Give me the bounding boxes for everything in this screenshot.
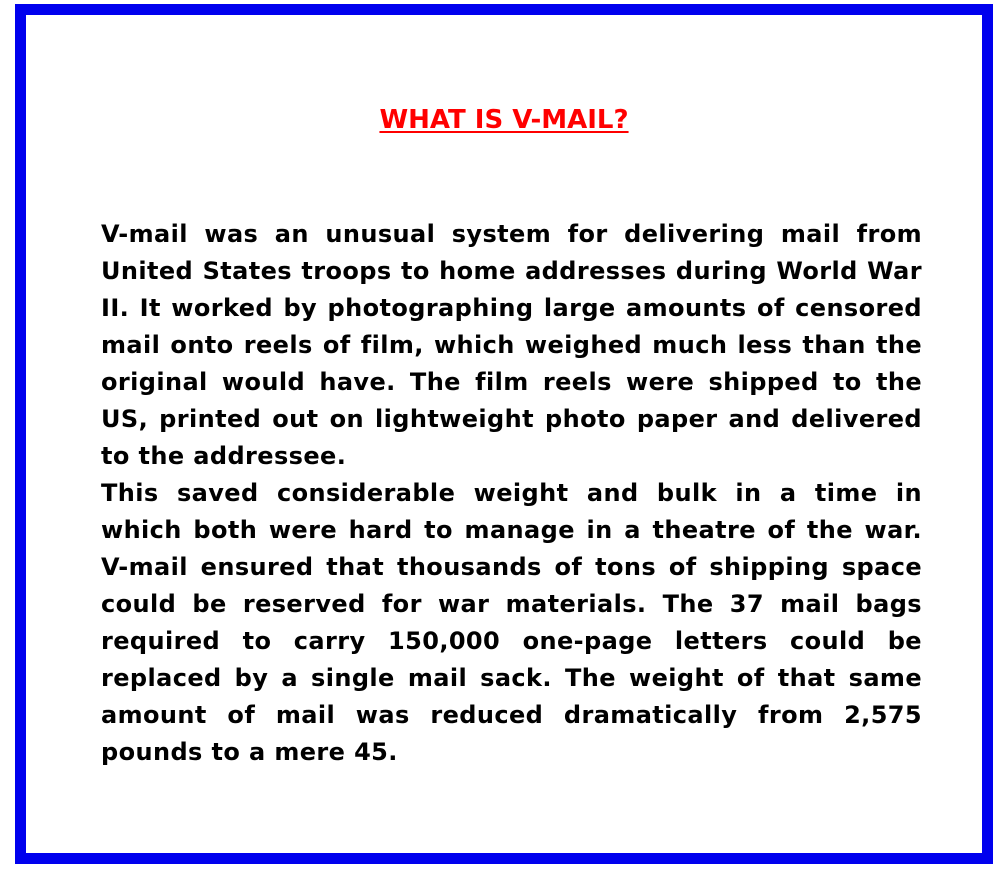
paragraph-intro: V-mail was an unusual system for delivering mail from United States troops to home addresses during World War II. It worked by photographing large amounts of censored mail onto reels of film, which weighed much less than the original would have. The film reels were shipped to the US, printed out on lightweight photo paper and delivered to the addressee. (101, 220, 922, 470)
document-frame (15, 4, 993, 864)
document-title: WHAT IS V-MAIL? (379, 105, 629, 135)
paragraph-benefits: This saved considerable weight and bulk in a time in which both were hard to manage in a theatre of the war. V-mail ensured that thousands of tons of shipping space could be reserved for war materials. The 37 mail bags required to carry 150,000 one-page letters could be replaced by a single mail sack. The weight of that same amount of mail was reduced dramatically from 2,575 pounds to a mere 45. (101, 479, 922, 766)
